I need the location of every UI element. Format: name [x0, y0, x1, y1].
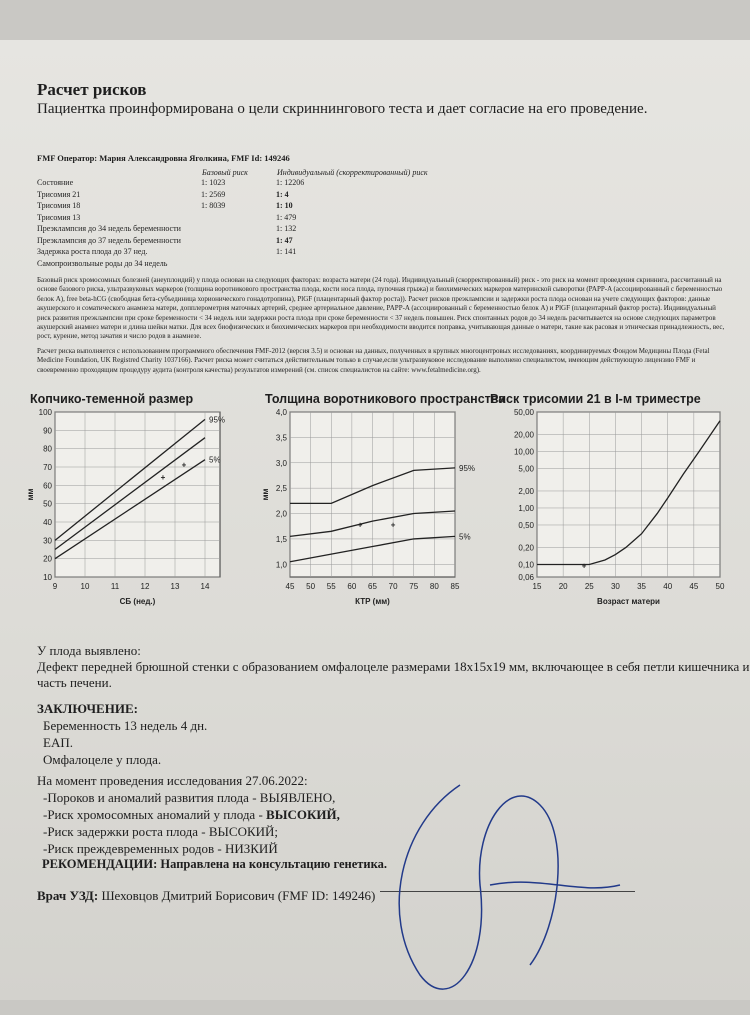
x-tick-label: 25 [584, 582, 594, 591]
risk-cell-base [201, 259, 276, 271]
result-value: ВЫЯВЛЕНО, [259, 790, 336, 805]
y-axis-label: мм [261, 488, 270, 501]
notes [37, 276, 727, 380]
risk-cell-label: Трисомия 21 [37, 189, 81, 199]
risk-cell-base [201, 236, 276, 248]
findings-heading: У плода выявлено: [37, 643, 141, 658]
x-tick-label: 70 [388, 582, 398, 591]
risk-row [37, 224, 429, 236]
data-point: + [160, 473, 166, 483]
conclusion-heading: ЗАКЛЮЧЕНИЕ: [37, 701, 138, 716]
plot-area [537, 412, 720, 577]
x-axis-label: СБ (нед.) [119, 597, 156, 606]
doctor-name: Шеховцов Дмитрий Борисович (FMF ID: 149246) [101, 888, 376, 903]
risk-cell-base: 1: 8039 [201, 201, 226, 210]
risk-cell-base [201, 247, 276, 259]
note: Расчет риска выполняется с использованием программного обеспечения FMF-2012 (версия 3.5) и основан на данных, полученных в крупных многоцентровых исследованиях, координируемых Фондом Медицины Плода (Fetal Medicine Foundation, UK Registred Charity 1037166). Расчет риска может считаться действительным только в случае,если ультразвуковое исследование выполнено специалистом, имеющим действующую лицензию FMF и своевременно проходящим процедуру аудита (контроля качества) результатов измерений (см. список специалистов на сайте: www.fetalmedicine.org). [37, 346, 710, 374]
result-label: -Риск задержки роста плода - [43, 824, 209, 839]
x-tick-label: 85 [450, 582, 460, 591]
x-tick-label: 50 [715, 582, 725, 591]
plot-area [55, 412, 220, 577]
col-header [37, 167, 201, 178]
risk-cell-individual: 1: 141 [276, 247, 297, 256]
y-tick-label: 20 [43, 554, 52, 564]
y-tick-label: 2,00 [518, 486, 534, 496]
result-item [43, 789, 340, 806]
y-tick-label: 3,5 [275, 433, 287, 443]
risk-cell-individual: 1: 10 [276, 201, 293, 210]
recommendation-text: Направлена на консультацию генетика. [160, 857, 388, 871]
result-value: ВЫСОКИЙ, [266, 807, 340, 822]
result-item [43, 806, 340, 823]
y-tick-label: 0,50 [518, 520, 534, 530]
y-tick-label: 0,20 [518, 543, 534, 553]
y-tick-label: 100 [38, 408, 52, 417]
results-heading: На момент проведения исследования 27.06.2022: [37, 773, 308, 788]
y-tick-label: 2,0 [275, 509, 287, 519]
findings [37, 643, 750, 691]
document [0, 40, 750, 1000]
risk-cell-individual: 1: 47 [276, 235, 293, 245]
data-point: + [390, 520, 396, 530]
x-tick-label: 12 [140, 582, 150, 591]
conclusion-line: ЕАП. [43, 735, 73, 750]
doctor [37, 888, 375, 904]
series-label: 5% [209, 455, 221, 465]
risk-row [37, 190, 429, 202]
handwritten-signature [340, 765, 640, 1015]
y-tick-label: 0,06 [518, 573, 534, 582]
risk-cell-base: 1: 1023 [201, 178, 226, 187]
data-point: + [357, 520, 363, 530]
risk-row [37, 213, 429, 225]
conclusion-line: Омфалоцеле у плода. [43, 752, 162, 767]
x-axis-label: КТР (мм) [355, 597, 390, 606]
x-tick-label: 15 [532, 582, 542, 591]
series-label: 95% [209, 415, 226, 425]
x-tick-label: 13 [170, 582, 180, 591]
study-results [37, 772, 340, 857]
chart-svg [260, 390, 495, 620]
result-value: НИЗКИЙ [224, 841, 278, 856]
risk-row [37, 236, 429, 248]
y-tick-label: 90 [43, 426, 52, 436]
y-tick-label: 80 [43, 444, 52, 454]
data-point: + [181, 460, 187, 470]
x-tick-label: 9 [52, 582, 58, 591]
x-tick-label: 30 [610, 582, 620, 591]
risk-cell-base [201, 224, 276, 236]
result-item [43, 823, 340, 840]
y-tick-label: 1,0 [275, 560, 287, 570]
col-header: Индивидуальный (скорректированный) риск [277, 168, 428, 177]
col-header: Базовый риск [202, 168, 248, 177]
conclusion [37, 700, 207, 768]
risk-row [37, 201, 429, 213]
risk-cell-label: Задержка роста плода до 37 нед. [37, 247, 148, 256]
x-tick-label: 40 [663, 582, 673, 591]
y-tick-label: 2,5 [275, 484, 287, 494]
risk-cell-base: 1: 2569 [201, 189, 226, 199]
result-value: ВЫСОКИЙ; [208, 824, 279, 839]
risk-cell-label: Самопроизвольные роды до 34 недель [37, 258, 168, 268]
risk-cell-label: Трисомия 13 [37, 212, 81, 222]
x-tick-label: 20 [558, 582, 568, 591]
x-tick-label: 55 [326, 582, 336, 591]
consent-text: Пациентка проинформирована о цели скриннингового теста и дает согласие на его проведение. [37, 101, 648, 117]
risk-cell-label: Состояние [37, 178, 74, 187]
charts [25, 390, 735, 620]
risk-cell-individual [276, 259, 429, 271]
chart-title: Толщина воротникового пространства [265, 392, 506, 406]
y-tick-label: 1,5 [275, 534, 287, 544]
risk-cell-individual: 1: 479 [276, 212, 297, 222]
y-tick-label: 0,10 [518, 560, 534, 570]
series-label: 95% [459, 463, 476, 473]
risk-cell-individual: 1: 132 [276, 224, 297, 233]
page-title: Расчет рисков [37, 80, 147, 99]
x-tick-label: 11 [110, 582, 120, 591]
chart-1 [25, 390, 260, 620]
y-tick-label: 40 [43, 518, 52, 527]
x-tick-label: 10 [80, 582, 90, 591]
note: Базовый риск хромосомных болезней (анеуплоидий) у плода основан на следующих факторах: возраста матери (24 года). Индивидуальный (скорректированный) риск - это риск на момент проведения скриннига, рассчитанный на основе базового риска, ультразвуковых маркеров (толщина воротникового пространства плода, кости носа плода, пупочная грыжа) и биохимических маркеров материнской сыворотки (PAPP-A (ассоциированный с беременностью белок A), free beta-hCG (свободная бета-субъединица хорионического гонадотропина), PlGF (плацентарный фактор роста)). Расчет рисков преэклампсии и задержки роста плода основан на учете следующих факторов: данные акушерского и соматического анамнеза матери, допплерометрия маточных артерий, среднее артериальное давление, PAPP-A (ассоциированный с беременностью белок A) и PlGF (плацентарный фактор роста). Индивидуальный риск развития преэклампсии при сроке беременности < 34 недель или задержки роста плода при сроке беременности < 37 недель повышен. Риск спонтанных родов до 34 недель расчитывается на основе следующих параметров акушерский анамнез матери и длина шейки матки. Для всех биофизических и биохимических маркеров при необходимости вводится поправка, учитывающая данные о матери, такие как расовая и этническая принадлежность, вес, рост, курение, метод зачатия и число родов в анамнезе. [37, 276, 725, 341]
chart-3 [490, 390, 730, 620]
data-point: + [581, 561, 587, 571]
x-tick-label: 14 [200, 582, 210, 591]
y-tick-label: 10,00 [513, 447, 534, 457]
x-tick-label: 35 [637, 582, 647, 591]
risk-cell-label: Трисомия 18 [37, 201, 81, 210]
risk-row [37, 178, 429, 190]
chart-title: Копчико-теменной размер [30, 392, 194, 406]
result-item [43, 840, 340, 857]
y-tick-label: 70 [43, 463, 52, 472]
risk-row [37, 247, 429, 259]
result-label: -Риск хромосомных аномалий у плода - [43, 807, 267, 822]
conclusion-line: Беременность 13 недель 4 дн. [43, 718, 208, 733]
chart-title: Риск трисомии 21 в I-м триместре [490, 392, 701, 406]
y-tick-label: 50,00 [513, 408, 534, 417]
x-tick-label: 45 [689, 582, 699, 591]
risk-table [37, 167, 429, 270]
x-tick-label: 80 [429, 582, 439, 591]
result-label: -Риск преждевременных родов - [43, 841, 225, 856]
y-tick-label: 3,0 [275, 458, 287, 468]
y-tick-label: 30 [43, 536, 52, 546]
y-tick-label: 20,00 [513, 430, 534, 440]
x-tick-label: 45 [285, 582, 295, 591]
risk-cell-label: Преэклампсия до 37 недель беременности [37, 235, 181, 245]
x-tick-label: 50 [306, 582, 316, 591]
risk-row [37, 259, 429, 271]
risk-cell-label: Преэклампсия до 34 недель беременности [37, 224, 181, 233]
y-tick-label: 1,00 [518, 503, 534, 513]
doctor-label: Врач УЗД: [37, 888, 99, 903]
x-axis-label: Возраст матери [597, 597, 660, 606]
x-tick-label: 75 [409, 582, 419, 591]
recommendation [42, 857, 387, 872]
recommendation-label: РЕКОМЕНДАЦИИ: [42, 857, 158, 871]
chart-2 [260, 390, 506, 620]
series-label: 5% [459, 532, 471, 542]
x-tick-label: 65 [368, 582, 377, 591]
x-tick-label: 60 [347, 582, 357, 591]
y-tick-label: 60 [43, 481, 52, 491]
risk-cell-individual: 1: 12206 [276, 178, 305, 187]
y-tick-label: 5,00 [518, 464, 534, 474]
chart-svg [495, 390, 730, 620]
risk-cell-individual: 1: 4 [276, 189, 289, 199]
y-axis-label: мм [26, 488, 35, 501]
risk-cell-base [201, 213, 276, 225]
result-label: -Пороков и аномалий развития плода - [43, 790, 260, 805]
y-tick-label: 4,0 [275, 408, 287, 417]
chart-svg [25, 390, 260, 620]
operator: FMF Оператор: Мария Александровна Яголкина, FMF Id: 149246 [37, 153, 290, 163]
findings-text: Дефект передней брюшной стенки с образованием омфалоцеле размерами 18х15х19 мм, включающее в себя петли кишечника и часть печени. [37, 659, 750, 690]
y-tick-label: 50 [43, 499, 52, 509]
y-tick-label: 10 [43, 573, 52, 582]
